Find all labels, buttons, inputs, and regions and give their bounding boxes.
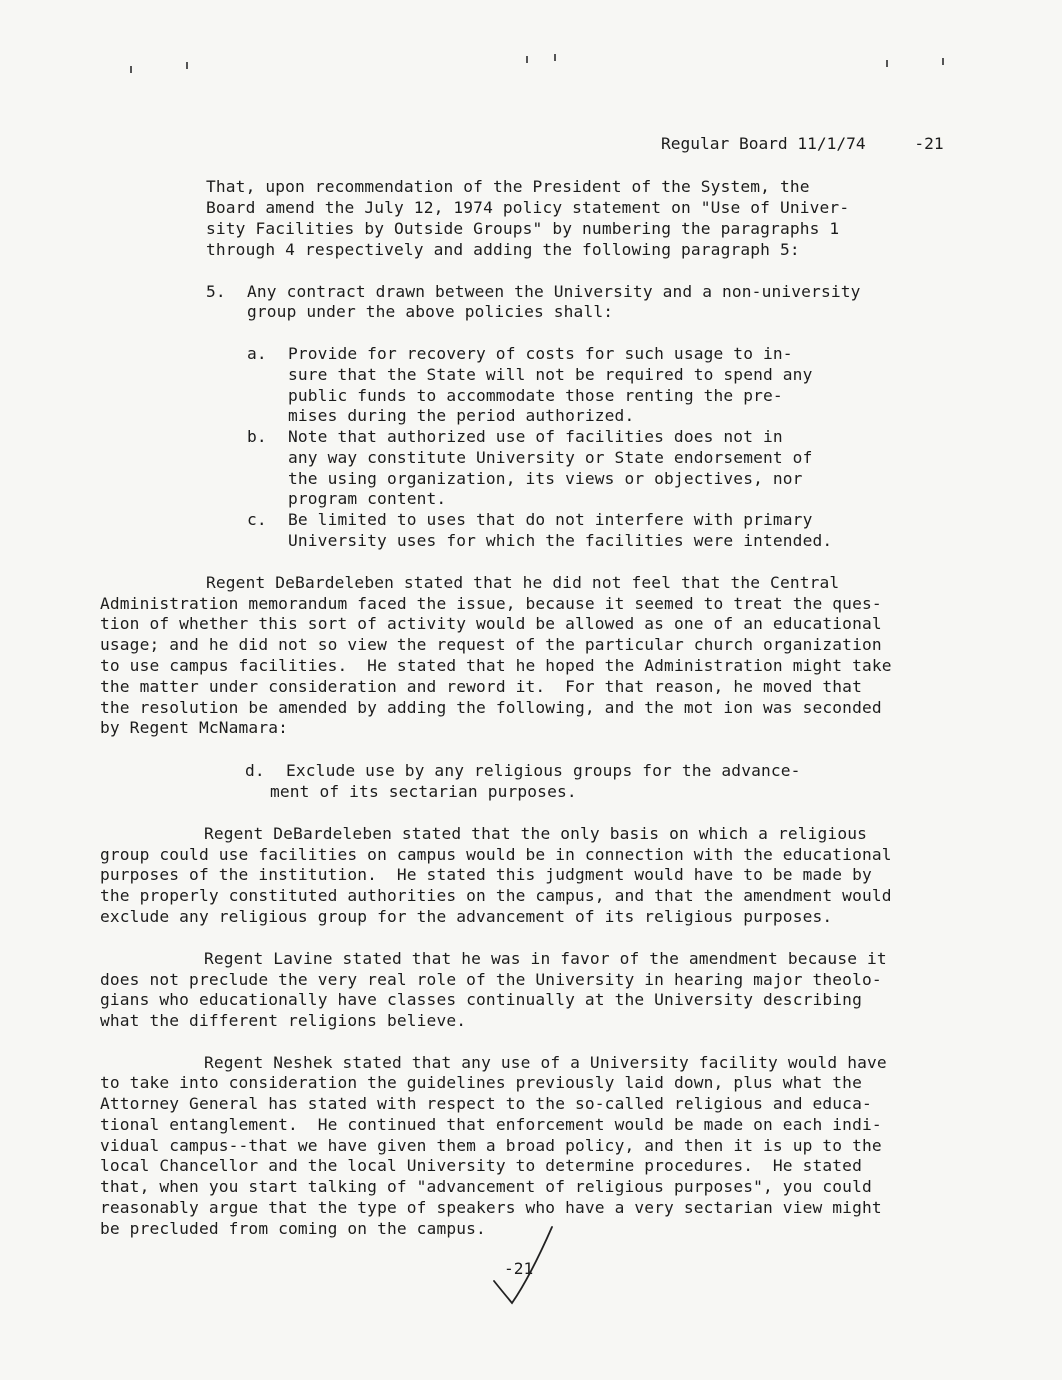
text-line: Note that authorized use of facilities does not in (288, 427, 783, 446)
text-line: that, when you start talking of "advancement of religious purposes", you could (100, 1177, 872, 1196)
text-line: purposes of the institution. He stated this judgment would have to be made by (100, 865, 872, 884)
text-line: local Chancellor and the local University to determine procedures. He stated (100, 1156, 862, 1175)
binder-mark (130, 66, 132, 73)
binder-mark (526, 56, 528, 63)
text-line: the using organization, its views or objectives, nor (288, 469, 803, 488)
text-line: be precluded from coming on the campus. (100, 1219, 486, 1238)
binder-mark (186, 62, 188, 69)
text-line: Regent DeBardeleben stated that he did not feel that the Central (206, 573, 840, 592)
text-line: any way constitute University or State endorsement of (288, 448, 813, 467)
text-line: to use campus facilities. He stated that he hoped the Administration might take (100, 656, 892, 675)
binder-mark (942, 58, 944, 65)
text-line: public funds to accommodate those renting the pre- (288, 386, 783, 405)
list-marker: a. (247, 344, 267, 363)
text-line: Attorney General has stated with respect to the so-called religious and educa- (100, 1094, 872, 1113)
binder-mark (554, 54, 556, 61)
text-line: That, upon recommendation of the President of the System, the (206, 177, 810, 196)
text-line: what the different religions believe. (100, 1011, 467, 1030)
text-line: University uses for which the facilities were intended. (288, 531, 833, 550)
text-line: group under the above policies shall: (247, 302, 614, 321)
text-line: Regent Neshek stated that any use of a University facility would have (204, 1053, 887, 1072)
text-line: exclude any religious group for the advancement of its religious purposes. (100, 907, 833, 926)
text-line: vidual campus--that we have given them a broad policy, and then it is up to the (100, 1136, 882, 1155)
text-line: tional entanglement. He continued that enforcement would be made on each indi- (100, 1115, 882, 1134)
text-line: sure that the State will not be required to spend any (288, 365, 813, 384)
text-line: to take into consideration the guidelines previously laid down, plus what the (100, 1073, 862, 1092)
checkmark-icon (490, 1225, 570, 1315)
text-line: the properly constituted authorities on the campus, and that the amendment would (100, 886, 892, 905)
text-line: Any contract drawn between the University and a non-university (247, 282, 861, 301)
text-line: sity Facilities by Outside Groups" by numbering the paragraphs 1 (206, 219, 840, 238)
text-line: tion of whether this sort of activity would be allowed as one of an educational (100, 614, 882, 633)
list-marker: 5. (206, 282, 226, 301)
list-marker: c. (247, 510, 267, 529)
text-line: by Regent McNamara: (100, 718, 289, 737)
text-line: Be limited to uses that do not interfere with primary (288, 510, 813, 529)
text-line: Provide for recovery of costs for such usage to in- (288, 344, 793, 363)
text-line: Board amend the July 12, 1974 policy statement on "Use of Univer- (206, 198, 850, 217)
text-line: the resolution be amended by adding the following, and the mot ion was seconded (100, 698, 882, 717)
running-header (622, 115, 944, 172)
text-line: through 4 respectively and adding the following paragraph 5: (206, 240, 800, 259)
text-line: usage; and he did not so view the request of the particular church organization (100, 635, 882, 654)
text-line: the matter under consideration and reword it. For that reason, he moved that (100, 677, 862, 696)
text-line: mises during the period authorized. (288, 406, 635, 425)
header-board-date: Regular Board 11/1/74 (660, 134, 866, 153)
text-line: Regent Lavine stated that he was in favor of the amendment because it (204, 949, 887, 968)
text-line: program content. (288, 489, 447, 508)
list-marker: b. (247, 427, 267, 446)
text-line: Regent DeBardeleben stated that the only basis on which a religious (204, 824, 868, 843)
text-line: Exclude use by any religious groups for the advance- (286, 761, 801, 780)
binder-mark (886, 60, 888, 67)
text-line: group could use facilities on campus would be in connection with the educational (100, 845, 892, 864)
text-line: does not preclude the very real role of the University in hearing major theolo- (100, 970, 882, 989)
text-line: reasonably argue that the type of speakers who have a very sectarian view might (100, 1198, 882, 1217)
text-line: ment of its sectarian purposes. (270, 782, 577, 801)
list-marker: d. (245, 761, 265, 780)
footer-page-number: -21 (504, 1259, 534, 1278)
header-page-number: -21 (914, 134, 944, 153)
text-line: Administration memorandum faced the issue, because it seemed to treat the ques- (100, 594, 882, 613)
text-line: gians who educationally have classes continually at the University describing (100, 990, 862, 1009)
